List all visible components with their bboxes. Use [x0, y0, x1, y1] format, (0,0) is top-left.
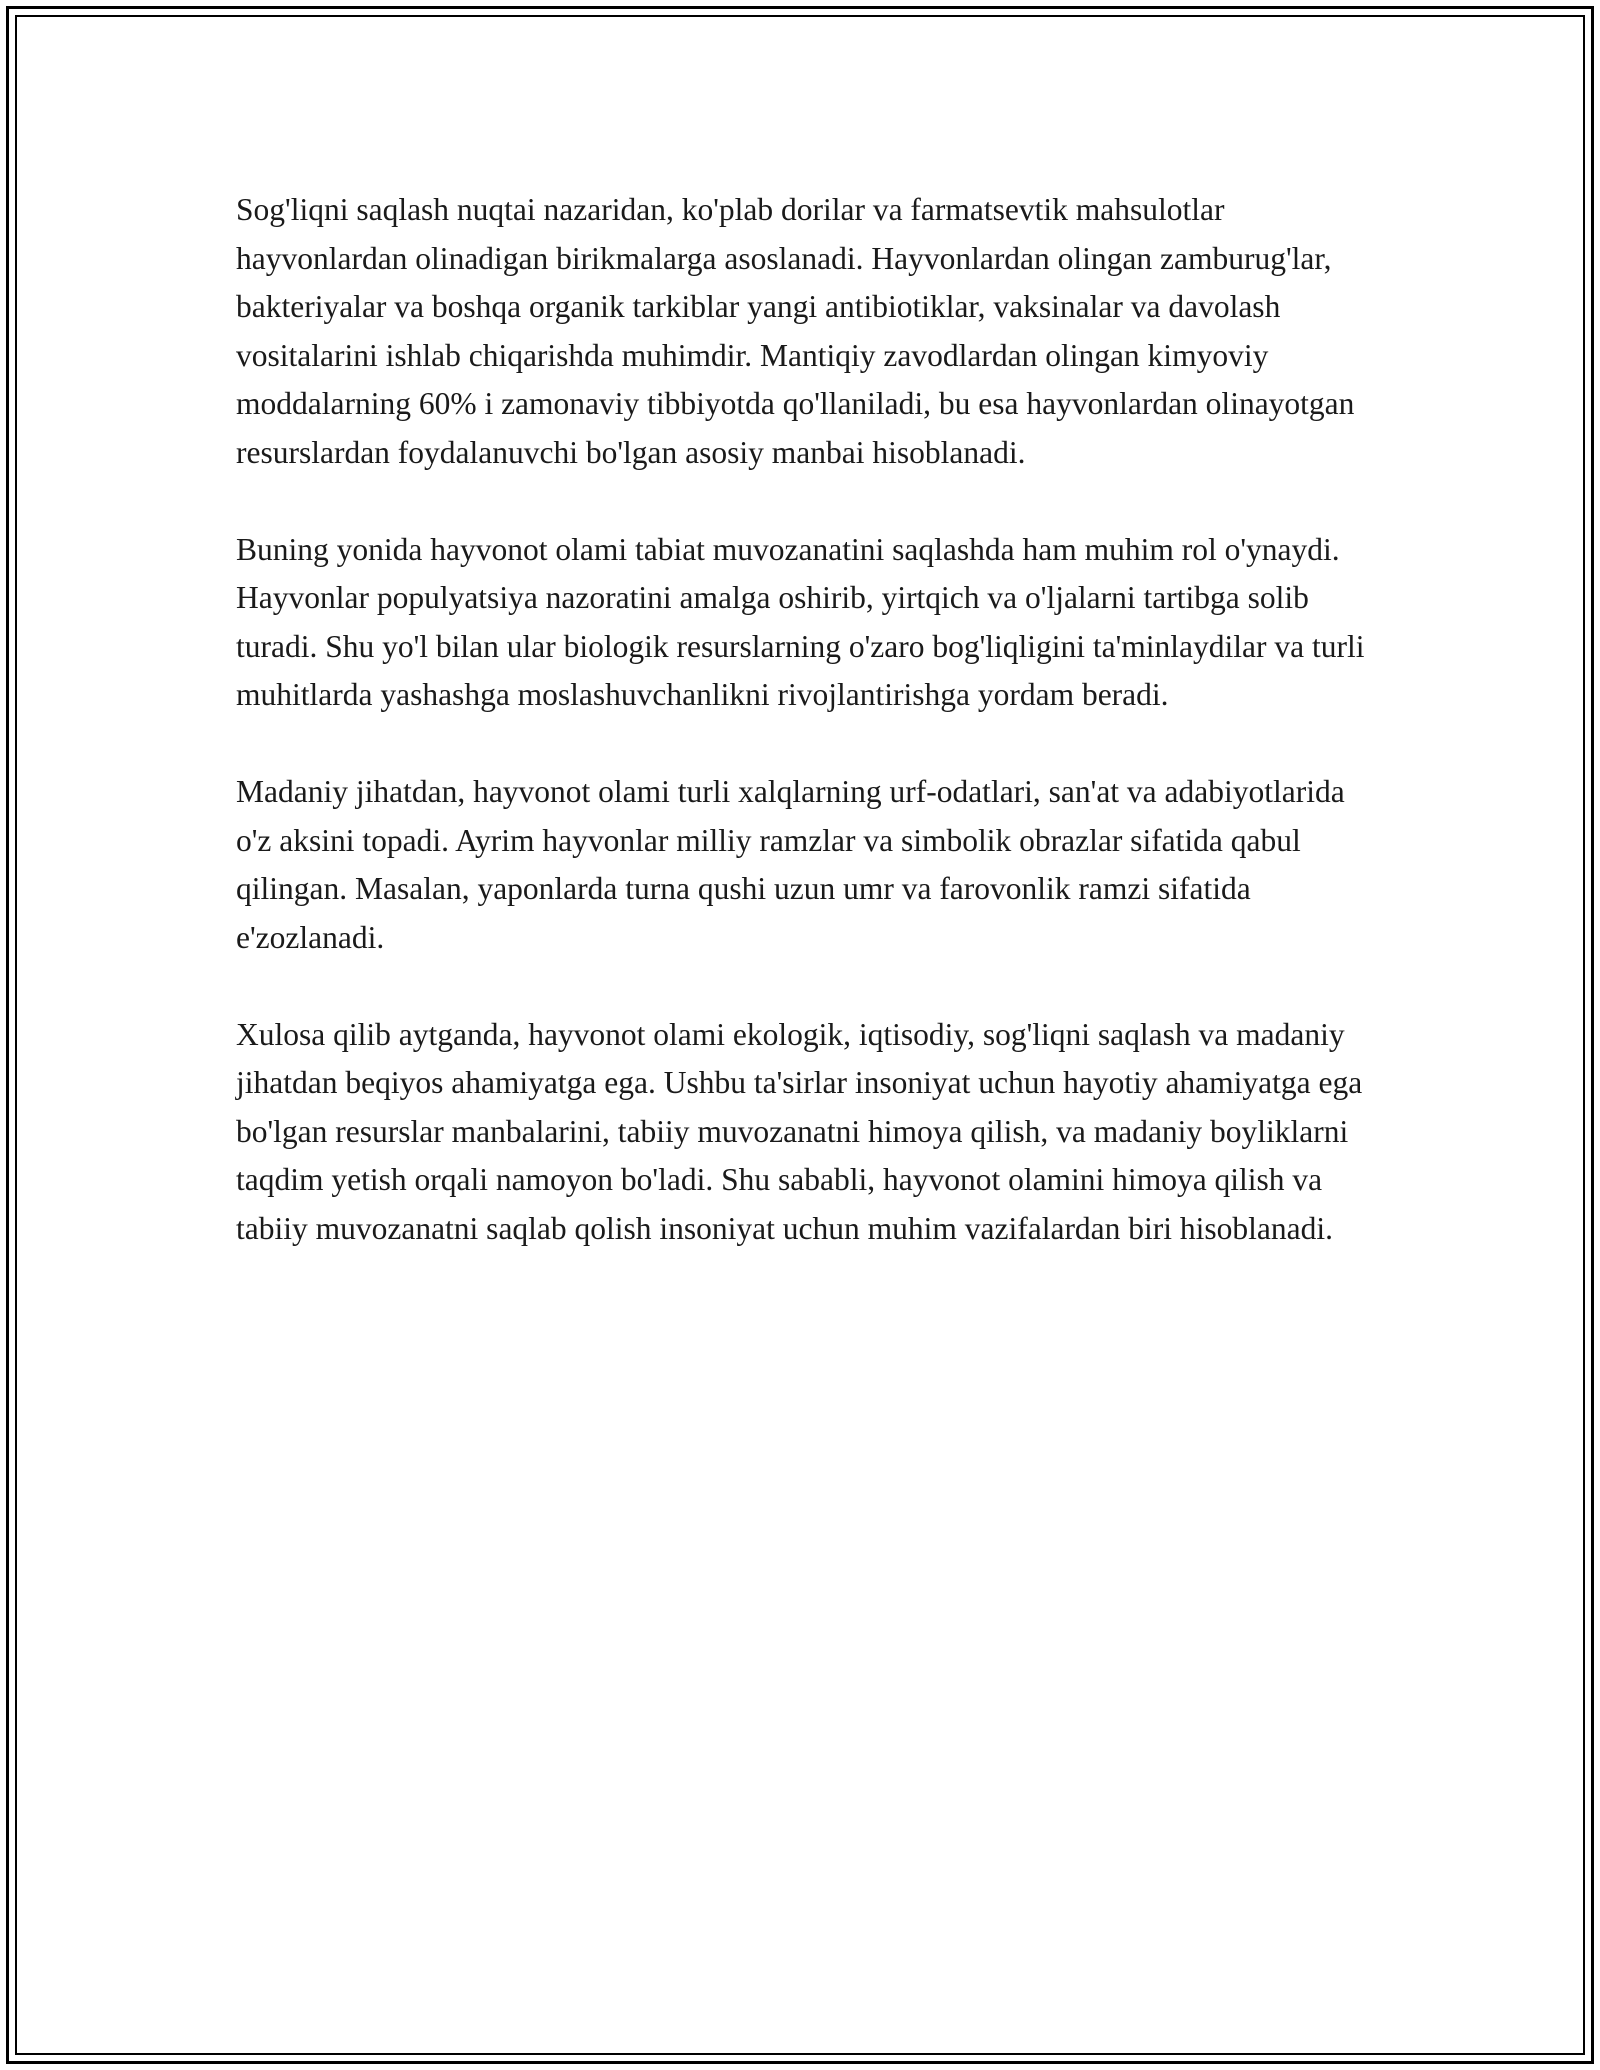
document-body — [236, 186, 1386, 1253]
paragraph-nature-balance: Buning yonida hayvonot olami tabiat muvozanatini saqlashda ham muhim rol o'ynaydi. Hayvonlar populyatsiya nazoratini amalga oshirib, yirtqich va o'ljalarni tartibga solib turadi. Shu yo'l bilan ular biologik resurslarning o'zaro bog'liqligini ta'minlaydilar va turli muhitlarda yashashga moslashuvchanlikni rivojlantirishga yordam beradi. — [236, 531, 1365, 712]
paragraph-culture: Madaniy jihatdan, hayvonot olami turli xalqlarning urf-odatlari, san'at va adabiyotlarida o'z aksini topadi. Ayrim hayvonlar milliy ramzlar va simbolik obrazlar sifatida qabul qilingan. Masalan, yaponlarda turna qushi uzun umr va farovonlik ramzi sifatida e'zozlanadi. — [236, 774, 1345, 955]
paragraph-health: Sog'liqni saqlash nuqtai nazaridan, ko'plab dorilar va farmatsevtik mahsulotlar hayvonlardan olinadigan birikmalarga asoslanadi. Hayvonlardan olingan zamburug'lar, bakteriyalar va boshqa organik tarkiblar yangi antibiotiklar, vaksinalar va davolash vositalarini ishlab chiqarishda muhimdir. Mantiqiy zavodlardan olingan kimyoviy moddalarning 60% i zamonaviy tibbiyotda qo'llaniladi, bu esa hayvonlardan olinayotgan resurslardan foydalanuvchi bo'lgan asosiy manbai hisoblanadi. — [236, 192, 1355, 470]
paragraph-conclusion: Xulosa qilib aytganda, hayvonot olami ekologik, iqtisodiy, sog'liqni saqlash va madaniy jihatdan beqiyos ahamiyatga ega. Ushbu ta'sirlar insoniyat uchun hayotiy ahamiyatga ega bo'lgan resurslar manbalarini, tabiiy muvozanatni himoya qilish, va madaniy boyliklarni taqdim yetish orqali namoyon bo'ladi. Shu sababli, hayvonot olamini himoya qilish va tabiiy muvozanatni saqlab qolish insoniyat uchun muhim vazifalardan biri hisoblanadi. — [236, 1016, 1363, 1246]
